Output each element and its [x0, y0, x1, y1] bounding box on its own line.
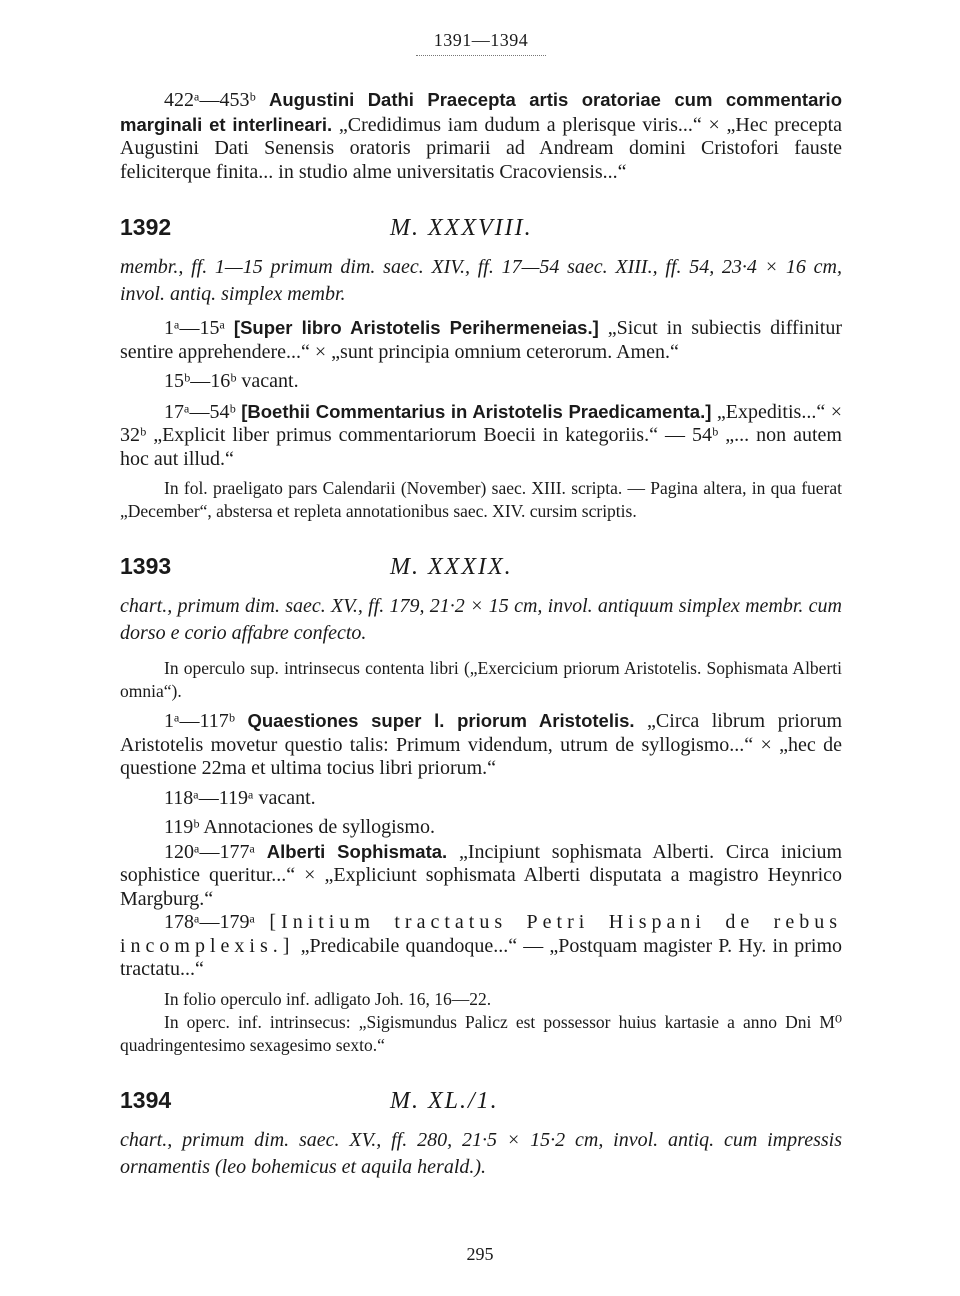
entry-1393-item-2: 119ᵇ Annotaciones de syllogismo. [164, 816, 435, 838]
folio-range: 17ᵃ—54ᵇ [164, 400, 236, 423]
item-title-spaced: [Initium tractatus Petri Hispani de rebus incomplexis.] [120, 911, 843, 957]
entry-1391-item [120, 88, 842, 184]
entry-1392-item-1 [120, 316, 842, 364]
item-title: Augustini Dathi Praecepta artis oratoriae cum commentario marginali et interlineari. [120, 89, 842, 135]
folio-range: 422ᵃ—453ᵇ [164, 89, 256, 111]
entry-1393-vacant: 118ᵃ—119ᵃ vacant. [164, 786, 316, 809]
entry-1394-heading [120, 1087, 842, 1115]
shelfmark: M. XL./1. [390, 1087, 499, 1114]
entry-1393-note-2: In folio operculo inf. adligato Joh. 16, 16—22. [164, 988, 492, 1009]
entry-1392-note: In fol. praeligato pars Calendarii (November) saec. XIII. scripta. — Pagina altera, in qua fuerat „December“, abstersa et repleta annotationibus saec. XIV. cursim scriptis. [120, 478, 842, 521]
shelfmark: M. XXXVIII. [390, 215, 533, 241]
entry-1392-vacant: 15ᵇ—16ᵇ vacant. [164, 370, 299, 392]
folio-range: 1ᵃ—117ᵇ [164, 710, 235, 732]
folio-range: 178ᵃ—179ᵃ [164, 911, 255, 933]
entry-number: 1394 [120, 1086, 172, 1113]
entry-number: 1392 [120, 214, 172, 240]
folio-range: 120ᵃ—177ᵃ [164, 840, 255, 863]
running-header: 1391—1394 [416, 30, 546, 56]
item-title: Quaestiones super l. priorum Aristotelis. [247, 710, 635, 731]
entry-1393-item-1 [120, 709, 842, 781]
item-text: „Circa librum priorum Aristotelis movetur questio talis: Primum videndum, utrum de syllogismo...“ × „hec de questione 22ma et ultima tocius libri priorum.“ [120, 710, 843, 779]
entry-1392-heading [120, 214, 842, 242]
item-text: „Credidimus iam dudum a plerisque viris...“ × „Hec precepta Augustini Dati Senensis oratoris primarii ad Andream domini Cristofori fauste feliciterque finita... in studio alme universitatis Cracoviensis...“ [120, 113, 843, 183]
folio-range: 1ᵃ—15ᵃ [164, 317, 225, 339]
entry-1393-description: chart., primum dim. saec. XV., ff. 179, 21·2 × 15 cm, invol. antiquum simplex membr. cum dorso e corio affabre confecto. [120, 595, 842, 644]
page-number: 295 [466, 1244, 494, 1264]
item-title: [Boethii Commentarius in Aristotelis Praedicamenta.] [241, 400, 712, 422]
entry-1393-item-4 [120, 911, 842, 982]
item-title: Alberti Sophismata. [266, 840, 448, 862]
entry-1394-description: chart., primum dim. saec. XV., ff. 280, 21·5 × 15·2 cm, invol. antiq. cum impressis ornamentis (leo bohemicus et aquila herald.). [120, 1128, 842, 1178]
entry-1393-note-1: In operculo sup. intrinsecus contenta libri („Exercicium priorum Aristotelis. Sophismata Alberti omnia“). [120, 658, 842, 701]
shelfmark: M. XXXIX. [390, 554, 513, 580]
page-body [120, 30, 842, 1189]
item-text: „Predicabile quandoque...“ — „Postquam magister P. Hy. in primo tractatu...“ [120, 934, 842, 980]
entry-1393-heading [120, 553, 842, 581]
item-text: „Expeditis...“ × 32ᵇ „Explicit liber primus commentariorum Boecii in kategoriis.“ — 54ᵇ „... non autem hoc aut illud.“ [120, 400, 843, 470]
item-title: [Super libro Aristotelis Perihermeneias.] [233, 317, 599, 338]
item-text: „Sicut in subiectis diffinitur sentire apprehendere...“ × „sunt principia omnium ceterorum. Amen.“ [120, 317, 842, 363]
entry-1392-item-2 [120, 400, 842, 472]
entry-1392-description: membr., ff. 1—15 primum dim. saec. XIV., ff. 17—54 saec. XIII., ff. 54, 23·4 × 16 cm, invol. antiq. simplex membr. [120, 256, 842, 305]
entry-number: 1393 [120, 553, 172, 579]
entry-1393-item-3 [120, 840, 842, 912]
item-text: „Incipiunt sophismata Alberti. Circa inicium sophistice queritur...“ × „Expliciunt sophismata Alberti disputata a magistro Heynrico Margburg.“ [120, 840, 843, 910]
entry-1393-note-3: In operc. inf. intrinsecus: „Sigismundus Palicz est possessor huius kartasie a anno Dni M⁰ quadringentesimo sexagesimo sexto.“ [120, 1011, 842, 1055]
